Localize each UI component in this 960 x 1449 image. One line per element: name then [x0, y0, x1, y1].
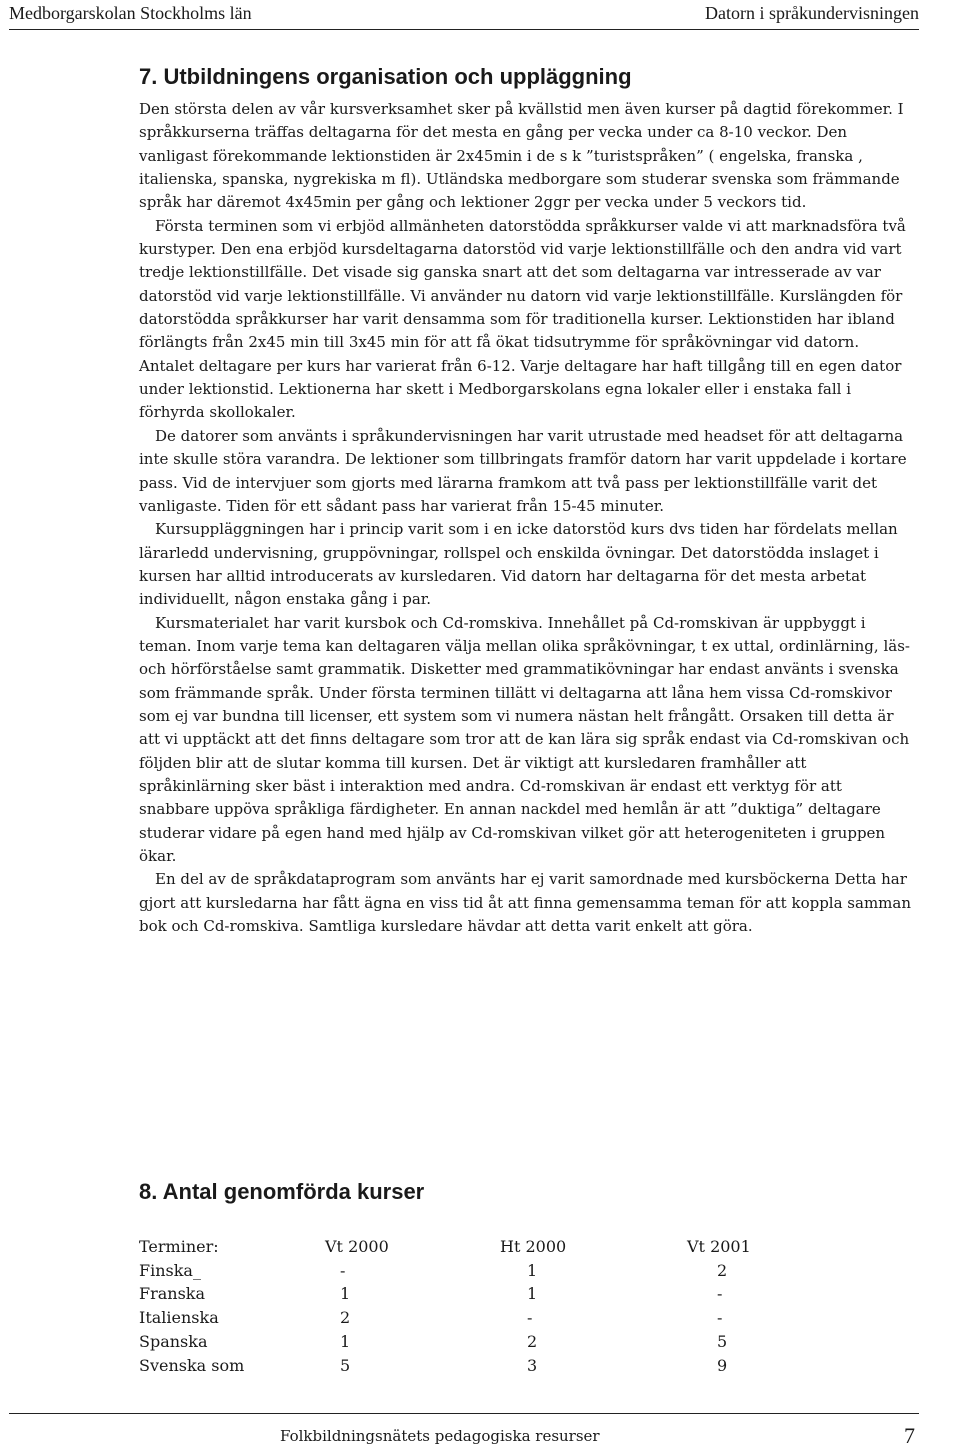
page-footer	[9, 1413, 919, 1448]
table-cell: 5	[340, 1355, 351, 1375]
section-7-body	[139, 98, 914, 938]
paragraph: De datorer som använts i språkundervisningen har varit utrustade med headset för att deltagarna inte skulle störa varandra. De lektioner som tillbringats framför datorn har varit uppdelade i kortare pass. Vid de intervjuer som gjorts med lärarna framkom att två pass per lektionstillfälle varit det vanligaste. Tiden för ett sådant pass har varierat från 15-45 minuter.	[139, 426, 907, 515]
table-cell: 1	[340, 1331, 351, 1351]
paragraph: Kursmaterialet har varit kursbok och Cd-romskiva. Innehållet på Cd-romskivan är uppbyggt i teman. Inom varje tema kan deltagaren välja mellan olika språkövningar, t ex uttal, ordinlärning, läs- och hörförståelse samt grammatik. Disketter med grammatikövningar har endast använts i svenska som främmande språk. Under första terminen tillätt vi deltagarna att låna hem vissa Cd-romskivor som ej var bundna till licenser, ett system som vi numera nästan helt frångått. Orsaken till detta är att vi upptäckt att det finns deltagare som tror att de kan lära sig språk endast via Cd-romskivan och följden blir att de slutar komma till kursen. Det är viktigt att kursledaren framhåller att språkinlärning sker bäst i interaktion med andra. Cd-romskivan är endast ett verktyg för att snabbare uppöva språkliga färdigheter. En annan nackdel med hemlån är att ”duktiga” deltagare studerar vidare på egen hand med hjälp av Cd-romskivan vilket gör att heterogeniteten i gruppen ökar.	[139, 613, 910, 865]
column-header: Ht 2000	[500, 1237, 567, 1256]
paragraph: Den största delen av vår kursverksamhet sker på kvällstid men även kurser på dagtid förekommer. I språkkurserna träffas deltagarna för det mesta en gång per vecka under ca 8-10 veckor. Den vanligast förekommande lektionstiden är 2x45min i de s k ”turistspråken” ( engelska, franska , italienska, spanska, nygrekiska m fl). Utländska medborgare som studerar svenska som främmande språk har däremot 4x45min per gång och lektioner 2ggr per vecka under 5 veckors tid.	[139, 100, 904, 212]
table-cell: -	[717, 1308, 723, 1328]
table-row	[139, 1306, 807, 1330]
table-cell: 2	[340, 1308, 351, 1328]
paragraph: Första terminen som vi erbjöd allmänheten datorstödda språkkurser valde vi att marknadsföra två kurstyper. Den ena erbjöd kursdeltagarna datorstöd vid varje lektionstillfälle och den andra vid vart tredje lektionstillfälle. Det visade sig ganska snart att det som deltagarna var intresserade av var datorstöd vid varje lektionstillfälle. Vi använder nu datorn vid varje lektionstillfälle. Kurslängden för datorstödda språkkurser har varit densamma som för traditionella kurser. Lektionstiden har ibland förlängts från 2x45 min till 3x45 min för att få ökat tidsutrymme för språkövningar vid datorn. Antalet deltagare per kurs har varierat från 6-12. Varje deltagare har haft tillgång till en egen dator under lektionstid. Lektionerna har skett i Medborgarskolans egna lokaler eller i enstaka fall i förhyrda skollokaler.	[139, 216, 906, 422]
table-cell: Franska	[139, 1284, 206, 1304]
courses-table	[139, 1235, 807, 1377]
table-cell: 1	[527, 1284, 538, 1304]
table-cell: -	[340, 1260, 346, 1280]
section-8-heading: 8. Antal genomförda kurser	[139, 1179, 425, 1204]
column-header: Vt 2000	[325, 1237, 389, 1256]
table-cell: -	[527, 1308, 533, 1328]
header-document-title: Datorn i språkundervisningen	[705, 3, 919, 23]
table-cell: 2	[717, 1260, 728, 1280]
header-organization: Medborgarskolan Stockholms län	[9, 3, 252, 23]
table-cell: 3	[527, 1355, 538, 1375]
table-cell: Spanska	[139, 1331, 208, 1351]
table-cell: 9	[717, 1355, 728, 1375]
table-cell: 1	[527, 1260, 538, 1280]
column-header: Vt 2001	[687, 1237, 751, 1256]
table-row	[139, 1330, 807, 1354]
footer-text: Folkbildningsnätets pedagogiska resurser	[280, 1427, 600, 1445]
page-header	[9, 0, 919, 30]
table-cell: Italienska	[139, 1308, 219, 1328]
table-cell: -	[717, 1284, 723, 1304]
paragraph: Kursuppläggningen har i princip varit som i en icke datorstöd kurs dvs tiden har fördelats mellan lärarledd undervisning, gruppövningar, rollspel och enskilda övningar. Det datorstödda inslaget i kursen har alltid introducerats av kursledaren. Vid datorn har deltagarna för det mesta arbetat individuellt, någon enstaka gång i par.	[139, 520, 898, 609]
table-cell: 2	[527, 1331, 538, 1351]
paragraph: En del av de språkdataprogram som använts har ej varit samordnade med kursböckerna Detta har gjort att kursledarna har fått ägna en viss tid åt att finna gemensamma teman för att koppla samman bok och Cd-romskiva. Samtliga kursledare hävdar att detta varit enkelt att göra.	[139, 870, 912, 936]
section-7-heading: 7. Utbildningens organisation och uppläggning	[139, 64, 632, 89]
table-cell: Svenska som	[139, 1355, 245, 1375]
table-row	[139, 1259, 807, 1283]
table-cell: 5	[717, 1331, 728, 1351]
table-cell: 1	[340, 1284, 351, 1304]
page-number: 7	[904, 1423, 915, 1448]
table-cell: Finska_	[139, 1260, 201, 1280]
table-header-row	[139, 1235, 807, 1259]
column-header: Terminer:	[139, 1237, 219, 1256]
table-row	[139, 1354, 807, 1378]
table-row	[139, 1282, 807, 1306]
